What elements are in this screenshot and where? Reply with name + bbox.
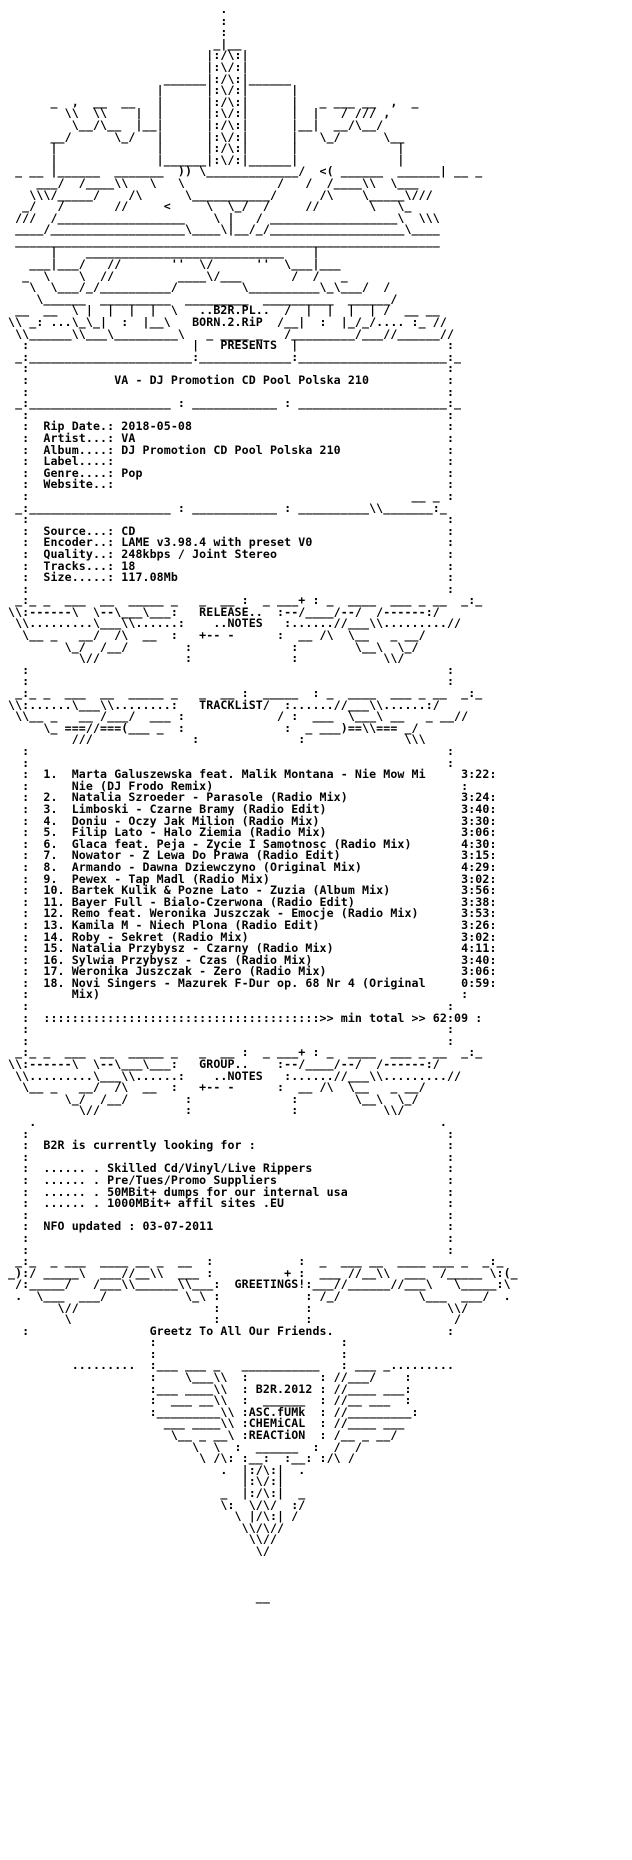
- nfo-ascii-text: . : : _|__ |:/\:| |:\/:| ______|:/\:|______ | |:\/:| | _ , __ __ | |:/\:| | _ ___ __ , _ \\ \\ | | |:\/:| | | / /// , \__/\__ |__| |:/\:| |__| __/\__/ __/ \_/ | |:\/:| | \_/ \__ | | |:/\:| | | | |______|:\/:|______| | _ __ |______ _______ )) \_____________/ <( ______ ______| __ _ ___/ /____\\ \ \ / / /____\\ \___ \\\/_____/ /\ \___________/ /\ \_____\/// _/ / // < \ \_/ / // \ \_ /// /__________________ \ | / __________________\ \\\ ____/___________________\____\|__/_/___________________\____ ____________________________________________________________ | ____________________________ | ___|___/ // '' \/ '' \___|___ _ \ \ // ____\/___ / / _ \ \___/_/__________/ \__________\_\___/ / \______ __________ _________ __________ ______/ __ __ \ | | | | \ ..B2R.PL.. / | | | | / __ __ \\ _: ...\_\_| : |__\ BORN.2.RiP /__| : |_/_/.... :_ // \\______\\___\_________\ _ ____ _ /_________/___//______// : | PRESENTS | : _:_______________________:_____________:_____________________:_ : : : VA - DJ Promotion CD Pool Polska 210 : : : _:____________________ : ____________ : _____________________:_ : : : Rip Date.: 2018-05-08 : : Artist...: VA : : Album....: DJ Promotion CD Pool Polska 210 : : Label....: : : Genre....: Pop : : Website..: : : __ _ : _:____________________ : ____________ : __________\\_______:_ : : : Source...: CD : : Encoder..: LAME v3.98.4 with preset V0 : : Quality..: 248kbps / Joint Stereo : : Tracks...: 18 : : Size.....: 117.08Mb : : : _:_ _ ___ __ _____ _ _ __ : _ ___+ : _ ____ ___ _ __ _:_ \\:------\ \--\___\___: RELEASE.. :--/____/--/ /------:/ \\.........\___\\......: ..NOTES :......//___\\.........// \__ _ __/ /\ __ : +-- - : __ /\ \__ _ __/ \_/ /__/ : : \__\ \_/ \// : : \\/ : : : : _:_ _ ___ __ _____ _ _ __ : _____ : _ ____ ___ _ __ _:_ \\:......\___\\........: TRACKLiST/ :......//___\\......:/ \\__ _ __ /___/ ___ : / : ___ \___\ __ _ __// \_ ===//===(___ _ : : _ ___)==\\=== _/ /// : : \\\ : : : : : 1. Marta Galuszewska feat. Malik Montana - Nie Mow Mi 3:22: : Nie (DJ Frodo Remix) : : 2. Natalia Szroeder - Parasole (Radio Mix) 3:24: : 3. Limboski - Czarne Bramy (Radio Edit) 3:40: : 4. Doniu - Oczy Jak Milion (Radio Mix) 3:30: : 5. Filip Lato - Halo Ziemia (Radio Mix) 3:06: : 6. Glaca feat. Peja - Zycie I Samotnosc (Radio Mix) 4:30: : 7. Nowator - Z Lewa Do Prawa (Radio Edit) 3:15: : 8. Armando - Dawna Dziewczyno (Original Mix) 4:29: : 9. Pewex - Tap Madl (Radio Mix) 3:02: : 10. Bartek Kulik & Pozne Lato - Zuzia (Album Mix) 3:56: : 11. Bayer Full - Bialo-Czerwona (Radio Edit) 3:38: : 12. Remo feat. Weronika Juszczak - Emocje (Radio Mix) 3:53: : 13. Kamila M - Niech Plona (Radio Edit) 3:26: : 14. Roby - Sekret (Radio Mix) 3:02: : 15. Natalia Przybysz - Czarny (Radio Mix) 4:11: : 16. Sylwia Przybysz - Czas (Radio Mix) 3:40: : 17. Weronika Juszczak - Zero (Radio Mix) 3:06: : 18. Novi Singers - Mazurek F-Dur op. 68 Nr 4 (Original 0:59: : Mix) : : : : :::::::::::::::::::::::::::::::::::::::>> min total >> 62:09 : : : : : _:_ _ ___ __ _____ _ _ __ : _ ___+ : _ ____ ___ _ __ _:_ \\:------\ \--\___\___: GROUP.. :--/____/--/ /------:/ \\.........\___\\......: ..NOTES :......//___\\.........// \__ _ __/ /\ __ : +-- - : __ /\ \__ _ __/ \_/ /__/ : : \__\ \_/ \// : : \\/ . . : : : B2R is currently looking for : : : : : ...... . Skilled Cd/Vinyl/Live Rippers : : ...... . Pre/Tues/Promo Suppliers : : ...... . 50MBit+ dumps for our internal usa : : ...... . 1000MBit+ affil sites .EU : : : : NFO updated : 03-07-2011 : : : : : _:_ _ ___ ____ __ _ __ : : _ ___ __ ____ ___ _ _:_ _):/ _____\ ___//__\\ ___ : + : ___ //__\\ ___ /_____ \:(_ /:_____/ /___\\______\\___: GREETINGS!:___//______//___\ \_____:\ . \___ ___/ \_\ : : /_/ \___ ___/ . \// : : \\/ \ : : / : Greetz To All Our Friends. : : : : : ......... :___ ___ _ ___________ : ___ _......... : \___\\ : : //___/ : :___ ____\\ : B2R.2012 : //____ ___: : ___ __\\ : ______ : //__ ___ : :_________\\ :ASC.fUMk : //_________: ___ ____\\ :CHEMiCAL : //____ ___ \__ _ __\ :REACTiON : /__ _ __/ \ \ : ______ : / / \ /\: :__: :__: :/\ / . |:/\:| . |:\/:| _ |:/\:| _ \: \/\/ :/ \ |/\:| / \\/\// \\// \/ __: [8, 2, 518, 1605]
